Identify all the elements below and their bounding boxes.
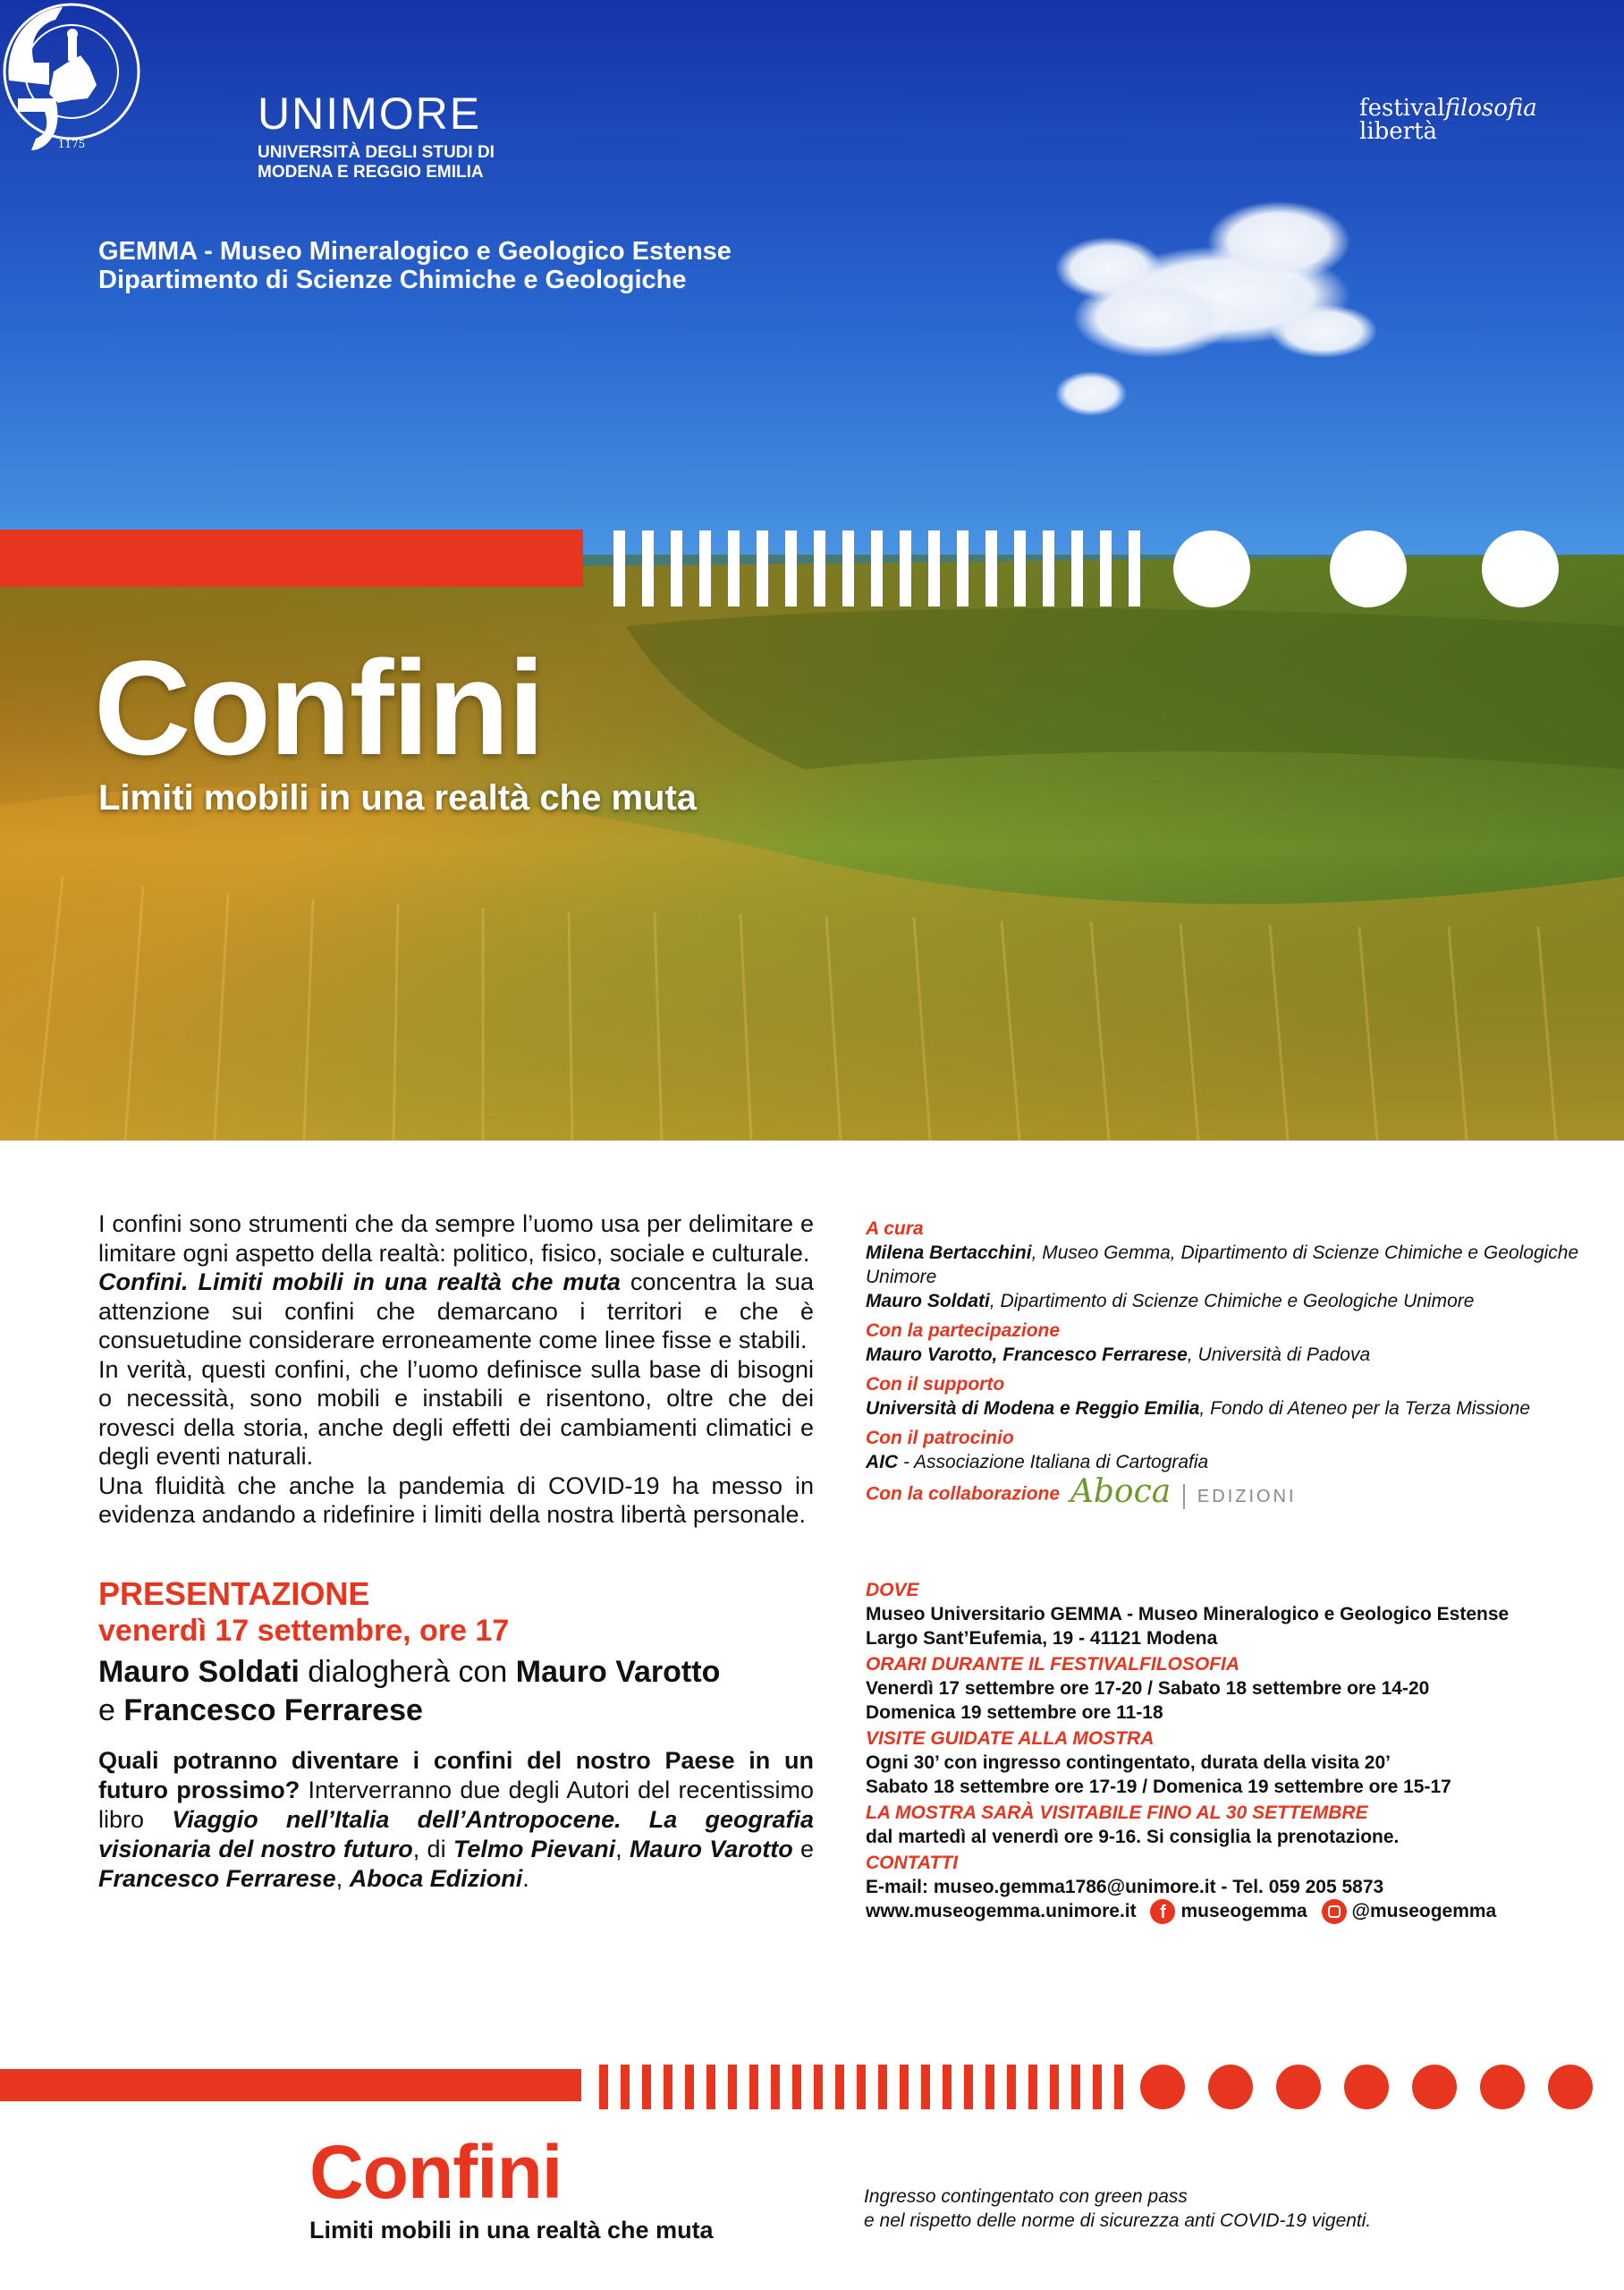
- hero-subtitle: Limiti mobili in una realtà che muta: [98, 778, 698, 818]
- svg-text:1175: 1175: [57, 138, 86, 150]
- credits-heading-supporto: Con il supporto: [866, 1374, 1005, 1395]
- info-heading-visite: VISITE GUIDATE ALLA MOSTRA: [866, 1728, 1155, 1749]
- info-heading-contatti: CONTATTI: [866, 1853, 959, 1873]
- facebook-handle[interactable]: museogemma: [1180, 1901, 1307, 1921]
- website-link[interactable]: www.museogemma.unimore.it: [866, 1901, 1137, 1921]
- dot-pattern: [1173, 530, 1559, 607]
- accent-bar: [0, 530, 583, 587]
- footer-covid-note: Ingresso contingentato con green pass e nel rispetto delle norme di sicurezza anti COVID-19 vigenti.: [864, 2186, 1372, 2231]
- festival-name: festivalfilosofia libertà: [1359, 95, 1537, 145]
- info-heading-mostra: LA MOSTRA SARÀ VISITABILE FINO AL 30 SETTEMBRE: [866, 1802, 1368, 1823]
- hero-title: Confini: [94, 632, 544, 783]
- credits-block: A cura Milena Bertacchini, Museo Gemma, Dipartimento di Scienze Chimiche e Geologiche Unimore Mauro Soldati, Dipartimento di Scienze Chimiche e Geologiche Unimore Con la partecipazione Mauro Varotto, Francesco Ferrarese, Università di Padova Con il supporto Università di Modena e Reggio Emilia, Fondo di Ateneo per la Terza Missione Con il patrocinio AIC - Associazione Italiana di Cartografia Con la collaborazione Aboca EDIZIONI: [866, 1217, 1581, 1514]
- landscape-illustration: [0, 0, 1624, 1141]
- contact-email-phone: E-mail: museo.gemma1786@unimore.it - Tel. 059 205 5873: [866, 1877, 1384, 1897]
- credits-heading-patrocinio: Con il patrocinio: [866, 1428, 1014, 1448]
- university-name: UNIMORE: [258, 89, 482, 139]
- presentation-description: Quali potranno diventare i confini del nostro Paese in un futuro prossimo? Interverranno due degli Autori del recentissimo libro Viaggio nell’Italia dell’Antropocene. La geografia visionaria del nostro futuro, di Telmo Pievani, Mauro Varotto e Francesco Ferrarese, Aboca Edizioni.: [98, 1747, 815, 1892]
- university-subtitle: UNIVERSITÀ DEGLI STUDI DI MODENA E REGGIO EMILIA: [258, 143, 495, 182]
- organizer-block: [98, 237, 732, 294]
- presentation-date: venerdì 17 settembre, ore 17: [98, 1614, 510, 1648]
- bottom-accent-strip: [0, 2065, 1624, 2115]
- credits-heading-cura: A cura: [866, 1218, 924, 1239]
- presentation-heading: PRESENTAZIONE: [98, 1575, 370, 1612]
- presentation-block: [98, 1576, 814, 1894]
- footer-title: Confini: [309, 2130, 562, 2214]
- credits-heading-collaborazione: Con la collaborazione: [866, 1483, 1061, 1505]
- department-line: Dipartimento di Scienze Chimiche e Geologiche: [98, 266, 687, 294]
- festivalfilosofia-quote-logo: [0, 0, 112, 152]
- speakers-line: Mauro Soldati dialogherà con Mauro Varotto e Francesco Ferrarese: [98, 1655, 721, 1727]
- instagram-icon: [1322, 1899, 1347, 1924]
- info-heading-orari: ORARI DURANTE IL FESTIVALFILOSOFIA: [866, 1654, 1240, 1675]
- info-block: DOVE Museo Universitario GEMMA - Museo Mineralogico e Geologico Estense Largo Sant’Eufemia, 19 - 41121 Modena ORARI DURANTE IL FESTIVALFILOSOFIA Venerdì 17 settembre ore 17-20 / Sabato 18 settembre ore 14-20 Domenica 19 settembre ore 11-18 VISITE GUIDATE ALLA MOSTRA Ogni 30’ con ingresso contingentato, durata della visita 20’ Sabato 18 settembre ore 17-19 / Domenica 19 settembre ore 15-17 LA MOSTRA SARÀ VISITABILE FINO AL 30 SETTEMBRE dal martedì al venerdì ore 9-16. Si consiglia la prenotazione. CONTATTI E-mail: museo.gemma1786@unimore.it - Tel. 059 205 5873 www.museogemma.unimore.it f museogemma @museogemma: [866, 1576, 1581, 1924]
- instagram-handle[interactable]: @museogemma: [1351, 1901, 1497, 1921]
- info-heading-dove: DOVE: [866, 1580, 919, 1600]
- intro-text: I confini sono strumenti che da sempre l’uomo usa per delimitare e limitare ogni aspetto della realtà: politico, fisico, sociale e culturale. Confini. Limiti mobili in una realtà che muta concentra la sua attenzione sui confini che demarcano i territori e che è consuetudine considerare erroneamente come linee fisse e stabili. In verità, questi confini, che l’uomo definisce sulla base di bisogni o necessità, sono mobili e instabili e risentono, oltre che dei rovesci della storia, anche degli effetti dei cambiamenti climatici e degli eventi naturali. Una fluidità che anche la pandemia di COVID-19 ha messo in evidenza andando a ridefinire i limiti della nostra libertà personale.: [98, 1210, 814, 1528]
- facebook-icon: f: [1150, 1899, 1175, 1924]
- footer-subtitle: Limiti mobili in una realtà che muta: [309, 2217, 714, 2243]
- gemma-line: GEMMA - Museo Mineralogico e Geologico Estense: [98, 237, 732, 266]
- credits-heading-partecipazione: Con la partecipazione: [866, 1320, 1061, 1341]
- hero-image: [0, 0, 1624, 1141]
- aboca-edizioni-logo: Aboca EDIZIONI: [1070, 1473, 1297, 1510]
